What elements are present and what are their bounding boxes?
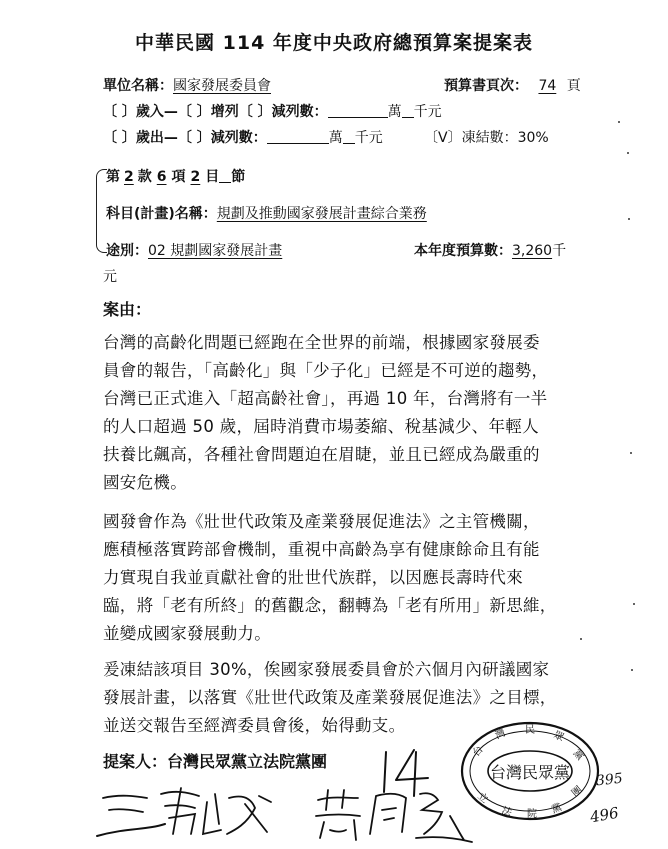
income-wan: 萬 xyxy=(387,104,402,120)
paragraph-line: 台灣的高齡化問題已經跑在全世界的前端，根據國家發展委 xyxy=(103,333,540,352)
paragraph-line: 並送交報告至經濟委員會後，始得動支。 xyxy=(103,716,406,735)
item-xiang-number: 6 xyxy=(156,169,167,185)
freeze-amount: 〔V〕凍結數：30% xyxy=(424,130,549,146)
signature xyxy=(310,786,480,846)
budget-page-label: 預算書頁次： xyxy=(444,78,528,94)
svg-text:院: 院 xyxy=(527,809,537,820)
unit-value: 國家發展委員會 xyxy=(173,78,271,94)
budget-page-suffix: 頁 xyxy=(566,78,581,94)
svg-text:台: 台 xyxy=(470,744,486,759)
expense-line-prefix: 〔 〕歲出—〔 〕減列數： xyxy=(103,130,267,146)
scan-speck xyxy=(628,218,630,220)
item-jie-blank xyxy=(219,168,231,183)
subject-row xyxy=(106,203,427,223)
expense-amount-blank xyxy=(267,129,329,144)
paragraph-line: 台灣已正式進入「超高齡社會」，再過 10 年，台灣將有一半 xyxy=(103,389,548,408)
subject-label: 科目(計畫)名稱： xyxy=(106,206,217,222)
paragraph-line: 應積極落實跨部會機制，重視中高齡為享有健康餘命且有能 xyxy=(103,540,540,559)
item-kuan: 款 xyxy=(137,169,152,185)
annual-budget-row xyxy=(414,240,566,260)
svg-text:民: 民 xyxy=(525,725,535,736)
paragraph-line: 發展計畫，以落實《壯世代政策及產業發展促進法》之目標， xyxy=(103,688,557,707)
annual-budget-unit-1: 千 xyxy=(552,243,567,259)
handwritten-page-number: 496 xyxy=(588,803,620,827)
proposer-row xyxy=(103,749,327,772)
svg-text:黨: 黨 xyxy=(550,802,564,816)
proposer-value: 台灣民眾黨立法院黨團 xyxy=(167,752,328,771)
paragraph-line: 員會的報告，「高齡化」與「少子化」已經是不可逆的趨勢， xyxy=(103,361,549,380)
svg-text:黨: 黨 xyxy=(570,747,586,763)
paragraph-line: 的人口超過 50 歲，屆時消費市場萎縮、稅基減少、年輕人 xyxy=(103,417,539,436)
annual-budget-label: 本年度預算數： xyxy=(414,243,512,259)
paragraph-line: 國安危機。 xyxy=(103,473,187,492)
svg-text:台灣民眾黨: 台灣民眾黨 xyxy=(489,763,571,782)
svg-text:眾: 眾 xyxy=(551,729,566,744)
proposer-label: 提案人： xyxy=(103,752,168,771)
item-xiang: 項 xyxy=(171,169,186,185)
scan-speck xyxy=(633,603,635,605)
income-amount-blank xyxy=(328,103,388,118)
paragraph-line: 爰凍結該項目 30%，俟國家發展委員會於六個月內研議國家 xyxy=(103,660,550,679)
item-mu: 目 xyxy=(205,169,220,185)
budget-page-row xyxy=(444,75,581,95)
usage-row xyxy=(106,240,282,260)
scan-speck xyxy=(580,638,582,640)
expense-qian-blank xyxy=(343,129,355,144)
unit-row xyxy=(103,75,271,95)
scan-speck xyxy=(627,152,629,154)
expense-wan: 萬 xyxy=(328,130,343,146)
svg-text:法: 法 xyxy=(499,805,514,820)
signature xyxy=(95,784,285,846)
expense-line xyxy=(103,127,383,147)
income-qian-blank xyxy=(402,103,414,118)
svg-text:灣: 灣 xyxy=(493,727,508,742)
scan-speck xyxy=(631,669,633,671)
item-mu-number: 2 xyxy=(190,169,201,185)
paragraph-line: 國發會作為《壯世代政策及產業發展促進法》之主管機關， xyxy=(103,512,540,531)
subject-value: 規劃及推動國家發展計畫綜合業務 xyxy=(216,206,427,222)
income-line xyxy=(103,101,442,121)
item-kuan-prefix: 第 xyxy=(106,169,120,185)
usage-label: 途別： xyxy=(106,243,148,259)
paragraph-line: 力實現自我並貢獻社會的壯世代族群，以因應長壽時代來 xyxy=(103,568,523,587)
paragraph-line: 臨，將「老有所終」的舊觀念，翻轉為「老有所用」新思維， xyxy=(103,596,557,615)
annual-budget-unit-2: 元 xyxy=(103,269,117,285)
svg-text:立: 立 xyxy=(475,790,490,806)
scan-speck xyxy=(618,121,620,123)
usage-value: 02 規劃國家發展計畫 xyxy=(148,243,283,259)
paragraph-line: 扶養比飆高，各種社會問題迫在眉睫，並且已經成為嚴重的 xyxy=(103,445,540,464)
item-kuan-number: 2 xyxy=(124,169,134,185)
expense-qian: 千元 xyxy=(354,130,383,146)
scan-speck xyxy=(630,452,632,454)
income-qian: 千元 xyxy=(413,104,442,120)
svg-text:團: 團 xyxy=(569,784,585,800)
item-row xyxy=(106,166,245,186)
annual-budget-value: 3,260 xyxy=(512,243,553,259)
paragraph-line: 並變成國家發展動力。 xyxy=(103,624,271,643)
handwritten-page-number: 395 xyxy=(595,770,624,790)
page-title: 中華民國 114 年度中央政府總預算案提案表 xyxy=(135,32,533,54)
income-line-prefix: 〔 〕歲入—〔 〕增列〔 〕減列數： xyxy=(103,104,328,120)
budget-page-number: 74 xyxy=(538,78,557,94)
unit-label: 單位名稱： xyxy=(103,78,173,94)
reason-label: 案由： xyxy=(103,300,152,319)
item-jie: 節 xyxy=(231,169,246,185)
